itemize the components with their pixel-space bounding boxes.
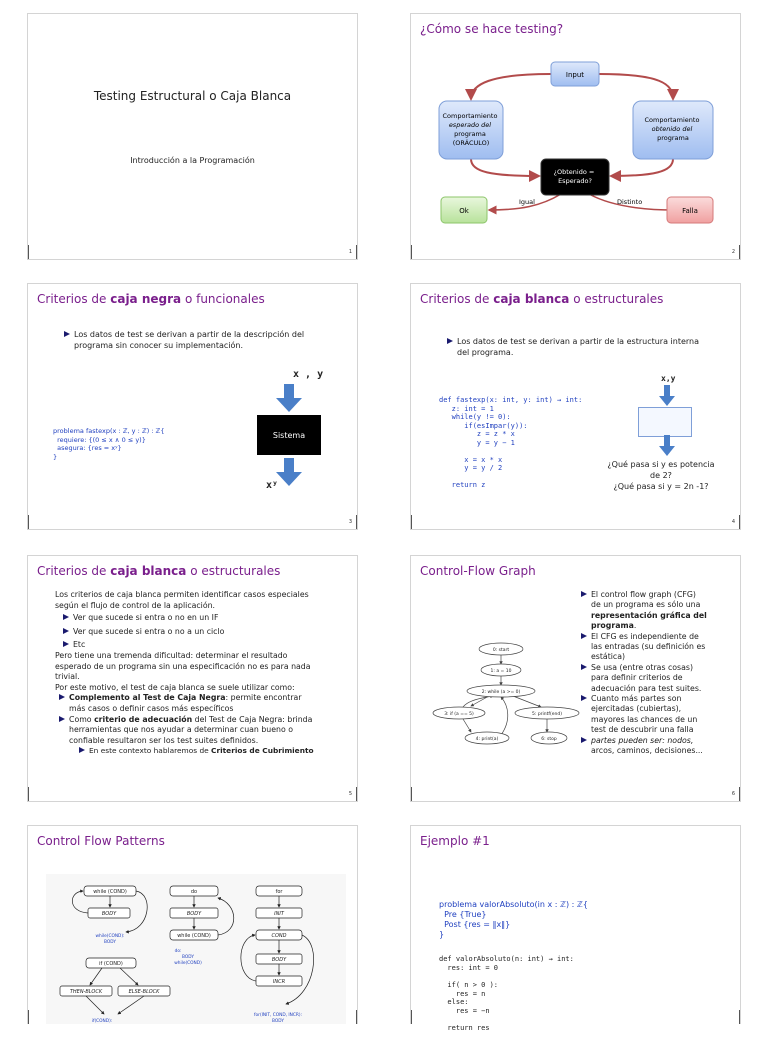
pattern-code: while(COND): xyxy=(95,934,125,939)
pattern-label: INIT xyxy=(274,911,284,917)
pregunta-label: ¿Obtenido = Esperado? xyxy=(553,168,595,185)
slide-border-right xyxy=(356,515,357,529)
bullet-triangle-icon xyxy=(59,716,65,722)
bullet-triangle-icon xyxy=(63,614,69,620)
pattern-code: while(COND) xyxy=(174,961,202,966)
down-arrow-icon xyxy=(658,435,676,457)
page-number: 4 xyxy=(731,519,735,525)
slide-border-right xyxy=(356,1010,357,1024)
cfg-node: 5: printf(end) xyxy=(532,712,562,717)
slide-5-body: Los criterios de caja blanca permiten identificar casos especiales según el flujo de control de la aplicación. Ver que sucede si entra o no en un IF Ver que sucede si entra o no a un ciclo Etc Pero tiene una tremenda dificultad: determinar el resultado esperado de un programa sin una especificación no es para nada trivial. Por este motivo, el test de caja blanca se suele utilizar como: Complemento al Test de Caja Negra: permite encontrar más casos o definir casos más específicos Como criterio de adecuación del Test de Caja Negra: brinda herramientas que nos ayudar a determinar cuan bueno o confiable resultaron ser los test suites definidos. En este contexto hablaremos de Criterios de Cubrimiento xyxy=(55,590,314,756)
slide-6-title: Control-Flow Graph xyxy=(420,564,536,578)
slide-border-right xyxy=(356,787,357,801)
questions-text: ¿Qué pasa si y es potencia de 2? ¿Qué pasa si y = 2n -1? xyxy=(607,460,715,491)
cfg-bullets: El control flow graph (CFG) de un programa es sólo una representación gráfica del programa. El CFG es independiente de las entradas (su definición es estática) Se usa (entre otras cosas) para definir criterios de adecuación para test suites. Cuanto más partes son ejercitadas (cubiertas), mayores las chances de un test de descubrir una falla partes pueden ser: nodos, arcos, caminos, decisiones... xyxy=(581,590,739,757)
pattern-label: THEN-BLOCK xyxy=(69,989,103,995)
obtenido-label: Comportamiento obtenido del programa xyxy=(644,116,700,142)
pattern-label: do xyxy=(190,889,198,895)
slide-7-title: Control Flow Patterns xyxy=(37,834,165,848)
bullet-item: Los datos de test se derivan a partir de la estructura interna del programa. xyxy=(447,336,737,358)
slide-border-left xyxy=(28,245,29,259)
cfg-node: 0: start xyxy=(492,648,510,653)
slide-border-left xyxy=(411,787,412,801)
slide-border-right xyxy=(739,515,740,529)
slide-1-title: Testing Estructural o Caja Blanca xyxy=(93,89,292,103)
bullet-triangle-icon xyxy=(447,338,453,344)
slide-5 xyxy=(27,555,358,802)
slide-4 xyxy=(410,283,741,530)
bullet-item: Los datos de test se derivan a partir de la descripción del programa sin conocer su implementación. xyxy=(64,329,354,351)
slide-border-left xyxy=(411,1010,412,1024)
slide-border-left xyxy=(28,1010,29,1024)
pattern-label: while (COND) xyxy=(177,933,211,939)
slide-1-subtitle: Introducción a la Programación xyxy=(130,156,255,165)
testing-cycle-diagram xyxy=(411,14,742,261)
pattern-code: for(INIT, COND, INCR): xyxy=(254,1013,302,1018)
slide-border-left xyxy=(411,245,412,259)
bullet-triangle-icon xyxy=(581,633,587,639)
slide-border-right xyxy=(356,245,357,259)
pattern-label: INCR xyxy=(272,979,286,985)
slide-2-title: ¿Cómo se hace testing? xyxy=(420,22,564,36)
page-number: 5 xyxy=(348,791,352,797)
slide-border-right xyxy=(739,1010,740,1024)
slide-border-left xyxy=(28,515,29,529)
sistema-box: Sistema xyxy=(257,415,321,455)
cfg-diagram xyxy=(431,636,591,786)
slide-border-left xyxy=(28,787,29,801)
page-number: 6 xyxy=(731,791,735,797)
inputs-label: x,y xyxy=(661,374,676,383)
page-number: 2 xyxy=(731,249,735,255)
slide-2 xyxy=(410,13,741,260)
down-arrow-icon xyxy=(274,384,304,414)
cfg-node: 4: print(a) xyxy=(475,737,499,742)
bullet-triangle-icon xyxy=(581,737,587,743)
pattern-label: BODY xyxy=(101,911,117,917)
pattern-label: BODY xyxy=(186,911,202,917)
cfg-node: 2: while (a >= 0) xyxy=(481,690,521,695)
pattern-label: COND xyxy=(271,933,287,939)
slide-1 xyxy=(27,13,358,260)
bullet-triangle-icon xyxy=(581,664,587,670)
pattern-code: if(COND): xyxy=(91,1019,113,1024)
pattern-label: while (COND) xyxy=(93,889,127,895)
slide-border-left xyxy=(411,515,412,529)
inputs-label: x , y xyxy=(293,369,324,380)
bullet-triangle-icon xyxy=(79,747,85,753)
slide-8-title: Ejemplo #1 xyxy=(420,834,490,848)
output-label: xʸ xyxy=(266,480,279,491)
page-number: 3 xyxy=(348,519,352,525)
bullet-triangle-icon xyxy=(63,641,69,647)
down-arrow-icon xyxy=(274,458,304,488)
pattern-code: BODY xyxy=(104,940,116,945)
slide-3 xyxy=(27,283,358,530)
slide-3-title: Criterios de caja negra o funcionales xyxy=(37,292,265,306)
esperado-label: Comportamiento esperado del programa (ORÁCULO) xyxy=(442,112,498,147)
cfg-node: 1: a = 10 xyxy=(490,669,512,674)
ok-label: Ok xyxy=(459,207,469,215)
slide-6 xyxy=(410,555,741,802)
arrow-esperado-to-pregunta xyxy=(471,159,539,176)
pattern-label: if (COND) xyxy=(99,961,123,967)
pattern-label: BODY xyxy=(271,957,287,963)
pattern-code: BODY xyxy=(182,955,194,960)
down-arrow-icon xyxy=(658,385,676,407)
bullet-triangle-icon xyxy=(59,694,65,700)
distinto-label: Distinto xyxy=(617,198,643,206)
pattern-code: BODY xyxy=(272,1019,284,1024)
input-label: Input xyxy=(565,71,585,79)
program-box xyxy=(638,407,692,437)
arrow-input-to-obtenido xyxy=(599,74,673,99)
slide-5-title: Criterios de caja blanca o estructurales xyxy=(37,564,281,578)
cfg-node: 3: if (a == 5) xyxy=(444,712,474,717)
slide-7 xyxy=(27,825,358,1024)
slide-border-right xyxy=(739,787,740,801)
slide-border-right xyxy=(739,245,740,259)
page-number: 1 xyxy=(348,249,352,255)
bullet-triangle-icon xyxy=(63,628,69,634)
pattern-label: ELSE-BLOCK xyxy=(128,989,160,995)
fastexp-code: def fastexp(x: int, y: int) → int: z: int = 1 while(y != 0): if(esImpar(y)): z = z * x y = y − 1 x = x * x y = y / 2 return z xyxy=(439,396,583,489)
valorabsoluto-spec: problema valorAbsoluto(in x : ℤ) : ℤ{ Pre {True} Post {res = ‖x‖} } xyxy=(439,900,588,939)
pattern-label: for xyxy=(275,889,283,895)
arrow-input-to-esperado xyxy=(471,74,551,99)
igual-label: Igual xyxy=(519,198,535,206)
bullet-triangle-icon xyxy=(581,695,587,701)
slide-8 xyxy=(410,825,741,1032)
cfg-node: 6: stop xyxy=(541,737,557,742)
slide-4-title: Criterios de caja blanca o estructurales xyxy=(420,292,664,306)
falla-label: Falla xyxy=(682,207,698,215)
fastexp-spec: problema fastexp(x : ℤ, y : ℤ) : ℤ{ requiere: {(0 ≤ x ∧ 0 ≤ y)} asegura: {res = xʸ} } xyxy=(53,427,165,461)
bullet-triangle-icon xyxy=(581,591,587,597)
control-flow-patterns-diagram xyxy=(46,874,346,1024)
arrow-obtenido-to-pregunta xyxy=(611,159,673,176)
valorabsoluto-code: def valorAbsoluto(n: int) → int: res: int = 0 if( n > 0 ): res = n else: res = −n return res xyxy=(439,955,574,1032)
pattern-code: do: xyxy=(174,949,182,954)
bullet-triangle-icon xyxy=(64,331,70,337)
